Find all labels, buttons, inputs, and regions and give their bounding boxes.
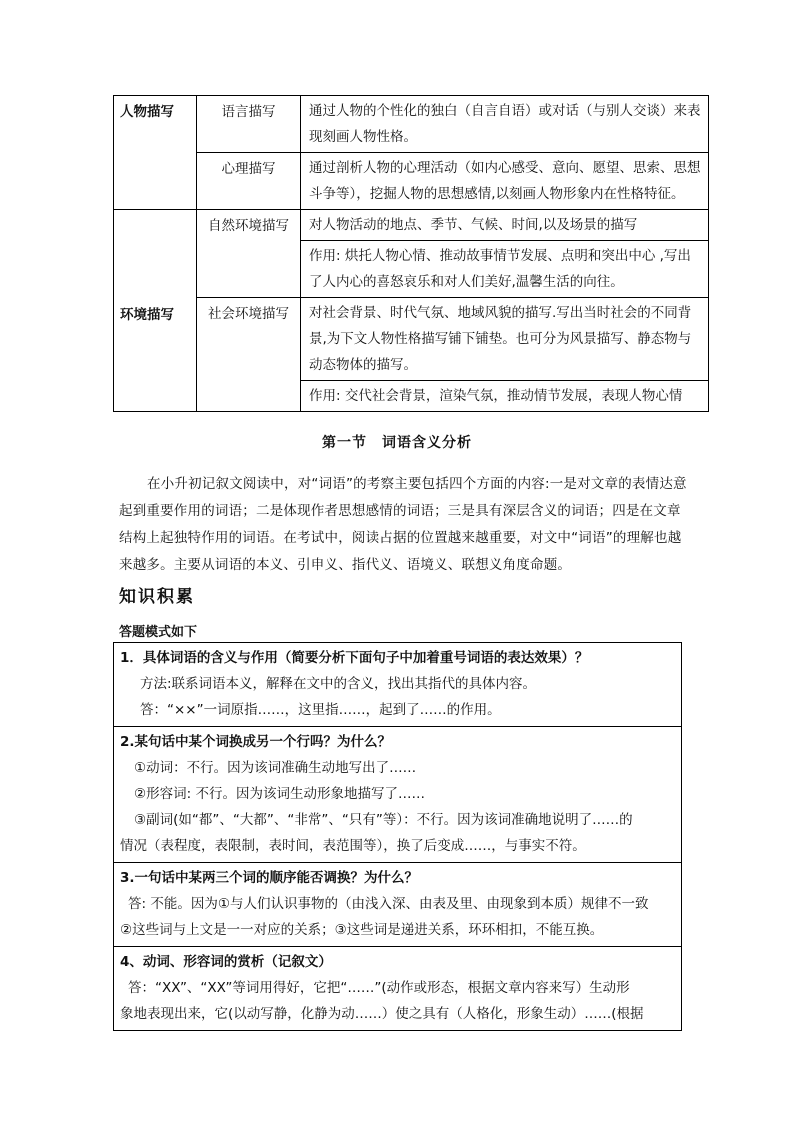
description-line: 对人物活动的地点、季节、气候、时间,以及场景的描写 bbox=[309, 217, 638, 233]
intro-line: 是在文章结构上起独特作用的词语。在考试中，阅读占据的位置越来越重要，对文中“词语” bbox=[119, 503, 681, 546]
section-title: 第一节 词语含义分析 bbox=[322, 435, 472, 451]
answer-item-title: 1．具体词语的含义与作用（简要分析下面句子中加着重号词语的表达效果）？ bbox=[120, 650, 589, 666]
subcategory-cell bbox=[197, 96, 301, 153]
description-line: 作用: 交代社会背景，渲染气氛，推动情节发展，表现人物心情 bbox=[309, 388, 683, 404]
answer-item-title: 2.某句话中某个词换成另一个行吗？为什么？ bbox=[120, 734, 392, 750]
description-cell bbox=[301, 210, 709, 241]
answer-line: 情况（表程度，表限制，表时间，表范围等），换了后变成……，与事实不符。 bbox=[120, 838, 586, 854]
description-cell bbox=[301, 381, 709, 412]
table-row bbox=[114, 210, 709, 241]
answer-line: 答：“XX”、“XX”等词用得好，它把“……”(动作或形态，根据文章内容来写）生动形 bbox=[128, 980, 630, 996]
answer-line: 方法:联系词语本义，解释在文中的含义，找出其指代的具体内容。 bbox=[140, 676, 537, 692]
knowledge-heading: 知识积累 bbox=[119, 587, 195, 607]
description-table bbox=[113, 95, 709, 412]
answer-item bbox=[114, 862, 681, 946]
description-line: 景,为下文人物性格描写铺下铺垫。也可分为风景描写、静态物与 bbox=[309, 331, 692, 347]
subcategory-label: 自然环境描写 bbox=[208, 218, 289, 234]
description-line: 现刻画人物性格。 bbox=[309, 129, 417, 145]
answer-item-title: 3.一句话中某两三个词的顺序能否调换？为什么？ bbox=[120, 870, 419, 886]
answer-pattern-table bbox=[113, 642, 682, 1031]
subcategory-cell bbox=[197, 210, 301, 298]
category-cell bbox=[114, 210, 197, 412]
description-line: 作用: 烘托人物心情、推动故事情节发展、点明和突出中心 ,写出 bbox=[309, 248, 691, 264]
answer-line: 答：“××”一词原指……，这里指……，起到了……的作用。 bbox=[140, 702, 501, 718]
answer-item bbox=[114, 726, 681, 862]
answer-line: 象地表现出来，它(以动写静，化静为动……）使之具有（人格化，形象生动）……(根据 bbox=[120, 1006, 644, 1022]
description-cell bbox=[301, 241, 709, 298]
intro-line: 情达意起到重要作用的词语；二是体现作者思想感情的词语；三是具有深层含义的词语；四 bbox=[119, 476, 687, 519]
subcategory-label: 语言描写 bbox=[221, 104, 276, 120]
answer-pattern-subheading: 答题模式如下 bbox=[119, 625, 198, 640]
subcategory-label: 心理描写 bbox=[221, 161, 276, 177]
description-line: 斗争等），挖掘人物的思想感情,以刻画人物形象内在性格特征。 bbox=[309, 186, 685, 202]
description-cell bbox=[301, 298, 709, 381]
table-row bbox=[114, 298, 709, 381]
description-line: 对社会背景、时代气氛、地域风貌的描写.写出当时社会的不同背 bbox=[309, 305, 692, 321]
answer-line: ②这些词与上文是一一对应的关系；③这些词是递进关系，环环相扣，不能互换。 bbox=[120, 922, 604, 938]
category-cell bbox=[114, 96, 197, 210]
answer-line: ③副词(如“都”、“大都”、“非常”、“只有”等）：不行。因为该词准确地说明了……的 bbox=[134, 812, 633, 828]
answer-item-title: 4、动词、形容词的赏析（记叙文） bbox=[120, 954, 332, 970]
subcategory-cell bbox=[197, 298, 301, 412]
table-row bbox=[114, 153, 709, 210]
category-label: 环境描写 bbox=[120, 306, 174, 323]
answer-item bbox=[114, 643, 681, 726]
answer-line: ①动词：不行。因为该词准确生动地写出了…… bbox=[134, 760, 417, 776]
description-line: 动态物体的描写。 bbox=[309, 357, 417, 373]
intro-line: 在小升初记叙文阅读中，对“词语”的考察主要包括四个方面的内容:一是对文章的表 bbox=[147, 476, 646, 492]
description-cell bbox=[301, 153, 709, 210]
subcategory-cell bbox=[197, 153, 301, 210]
table-row bbox=[114, 96, 709, 153]
description-line: 通过人物的个性化的独白（自言自语）或对话（与别人交谈）来表 bbox=[309, 103, 701, 119]
description-line: 通过剖析人物的心理活动（如内心感受、意向、愿望、思索、思想 bbox=[309, 160, 701, 176]
category-label: 人物描写 bbox=[120, 104, 174, 120]
description-cell bbox=[301, 96, 709, 153]
intro-line: 的理解也越来越多。主要从词语的本义、引申义、指代义、语境义、联想义角度命题。 bbox=[119, 530, 682, 573]
answer-item bbox=[114, 946, 681, 1030]
answer-line: 答: 不能。因为①与人们认识事物的（由浅入深、由表及里、由现象到本质）规律不一致 bbox=[128, 896, 649, 912]
intro-paragraph bbox=[119, 471, 689, 579]
subcategory-label: 社会环境描写 bbox=[208, 306, 289, 322]
description-line: 了人内心的喜怒哀乐和对人们美好,温馨生活的向往。 bbox=[309, 274, 624, 290]
answer-line: ②形容词: 不行。因为该词生动形象地描写了…… bbox=[134, 786, 425, 802]
